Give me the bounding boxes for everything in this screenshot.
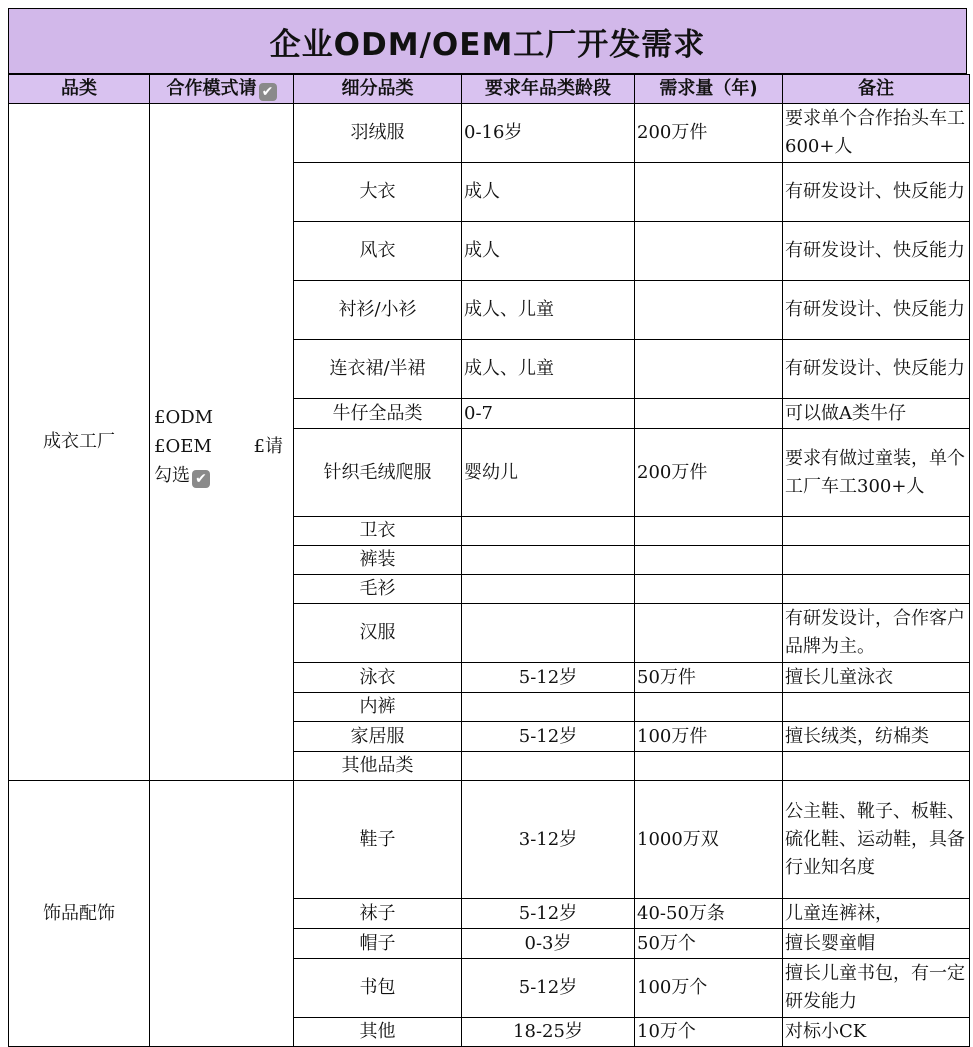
note: 擅长绒类，纺棉类 bbox=[783, 722, 970, 752]
quantity: 1000万双 bbox=[635, 781, 783, 899]
note: 公主鞋、靴子、板鞋、硫化鞋、运动鞋，具备行业知名度 bbox=[783, 781, 970, 899]
age-range: 3-12岁 bbox=[462, 781, 635, 899]
note bbox=[783, 575, 970, 604]
note: 儿童连裤袜， bbox=[783, 899, 970, 929]
quantity: 100万件 bbox=[635, 722, 783, 752]
header-note: 备注 bbox=[783, 75, 970, 104]
sub-category: 毛衫 bbox=[294, 575, 462, 604]
quantity bbox=[635, 546, 783, 575]
age-range: 婴幼儿 bbox=[462, 429, 635, 517]
quantity: 40-50万条 bbox=[635, 899, 783, 929]
quantity bbox=[635, 340, 783, 399]
quantity bbox=[635, 163, 783, 222]
note: 有研发设计、快反能力 bbox=[783, 281, 970, 340]
sub-category: 羽绒服 bbox=[294, 104, 462, 163]
quantity: 10万个 bbox=[635, 1018, 783, 1047]
quantity bbox=[635, 693, 783, 722]
mode-request: £请 bbox=[253, 435, 283, 457]
age-range: 5-12岁 bbox=[462, 722, 635, 752]
age-range: 0-7 bbox=[462, 399, 635, 429]
age-range: 成人、儿童 bbox=[462, 340, 635, 399]
quantity bbox=[635, 517, 783, 546]
mode-odm: £ODM bbox=[154, 406, 214, 428]
sub-category: 牛仔全品类 bbox=[294, 399, 462, 429]
age-range: 成人 bbox=[462, 222, 635, 281]
sub-category: 卫衣 bbox=[294, 517, 462, 546]
note: 要求有做过童装，单个工厂车工300+人 bbox=[783, 429, 970, 517]
quantity: 50万个 bbox=[635, 929, 783, 959]
age-range bbox=[462, 752, 635, 781]
note bbox=[783, 693, 970, 722]
sub-category: 内裤 bbox=[294, 693, 462, 722]
sub-category: 衬衫/小衫 bbox=[294, 281, 462, 340]
quantity bbox=[635, 604, 783, 663]
header-mode-label: 合作模式请 bbox=[166, 78, 257, 99]
note bbox=[783, 546, 970, 575]
age-range: 5-12岁 bbox=[462, 899, 635, 929]
checkmark-icon: ✔ bbox=[192, 470, 210, 488]
sub-category: 其他 bbox=[294, 1018, 462, 1047]
age-range: 成人、儿童 bbox=[462, 281, 635, 340]
note: 有研发设计、快反能力 bbox=[783, 340, 970, 399]
table-row bbox=[9, 104, 970, 163]
sub-category: 其他品类 bbox=[294, 752, 462, 781]
note: 可以做A类牛仔 bbox=[783, 399, 970, 429]
note: 有研发设计、快反能力 bbox=[783, 163, 970, 222]
header-sub: 细分品类 bbox=[294, 75, 462, 104]
sub-category: 鞋子 bbox=[294, 781, 462, 899]
quantity: 100万个 bbox=[635, 959, 783, 1018]
quantity bbox=[635, 399, 783, 429]
quantity: 200万件 bbox=[635, 429, 783, 517]
note: 要求单个合作抬头车工600+人 bbox=[783, 104, 970, 163]
age-range bbox=[462, 604, 635, 663]
note: 擅长儿童泳衣 bbox=[783, 663, 970, 693]
mode-cell bbox=[150, 104, 294, 781]
age-range: 0-16岁 bbox=[462, 104, 635, 163]
header-qty: 需求量（年) bbox=[635, 75, 783, 104]
quantity: 50万件 bbox=[635, 663, 783, 693]
note bbox=[783, 752, 970, 781]
mode-oem: £OEM bbox=[154, 435, 212, 457]
header-category: 品类 bbox=[9, 75, 150, 104]
age-range bbox=[462, 575, 635, 604]
sub-category: 针织毛绒爬服 bbox=[294, 429, 462, 517]
header-row bbox=[9, 75, 970, 104]
requirements-table bbox=[8, 74, 970, 1047]
age-range: 18-25岁 bbox=[462, 1018, 635, 1047]
age-range: 5-12岁 bbox=[462, 959, 635, 1018]
note: 对标小CK bbox=[783, 1018, 970, 1047]
sub-category: 风衣 bbox=[294, 222, 462, 281]
header-mode bbox=[150, 75, 294, 104]
quantity bbox=[635, 222, 783, 281]
sub-category: 连衣裙/半裙 bbox=[294, 340, 462, 399]
sub-category: 裤装 bbox=[294, 546, 462, 575]
age-range bbox=[462, 517, 635, 546]
note bbox=[783, 517, 970, 546]
mode-cell-empty bbox=[150, 781, 294, 1047]
age-range bbox=[462, 546, 635, 575]
page-title: 企业ODM/OEM工厂开发需求 bbox=[8, 8, 967, 74]
sub-category: 大衣 bbox=[294, 163, 462, 222]
category-cell-accessories: 饰品配饰 bbox=[9, 781, 150, 1047]
sub-category: 泳衣 bbox=[294, 663, 462, 693]
age-range: 成人 bbox=[462, 163, 635, 222]
quantity bbox=[635, 575, 783, 604]
quantity bbox=[635, 281, 783, 340]
quantity: 200万件 bbox=[635, 104, 783, 163]
age-range bbox=[462, 693, 635, 722]
sub-category: 家居服 bbox=[294, 722, 462, 752]
note: 擅长婴童帽 bbox=[783, 929, 970, 959]
mode-pick: 勾选 bbox=[154, 464, 190, 486]
sub-category: 书包 bbox=[294, 959, 462, 1018]
quantity bbox=[635, 752, 783, 781]
table-row bbox=[9, 781, 970, 899]
note: 有研发设计、快反能力 bbox=[783, 222, 970, 281]
note: 有研发设计，合作客户品牌为主。 bbox=[783, 604, 970, 663]
header-age: 要求年品类龄段 bbox=[462, 75, 635, 104]
note: 擅长儿童书包，有一定研发能力 bbox=[783, 959, 970, 1018]
sub-category: 袜子 bbox=[294, 899, 462, 929]
sub-category: 汉服 bbox=[294, 604, 462, 663]
category-cell-garment: 成衣工厂 bbox=[9, 104, 150, 781]
checkmark-icon: ✔ bbox=[259, 83, 277, 101]
sub-category: 帽子 bbox=[294, 929, 462, 959]
age-range: 5-12岁 bbox=[462, 663, 635, 693]
age-range: 0-3岁 bbox=[462, 929, 635, 959]
